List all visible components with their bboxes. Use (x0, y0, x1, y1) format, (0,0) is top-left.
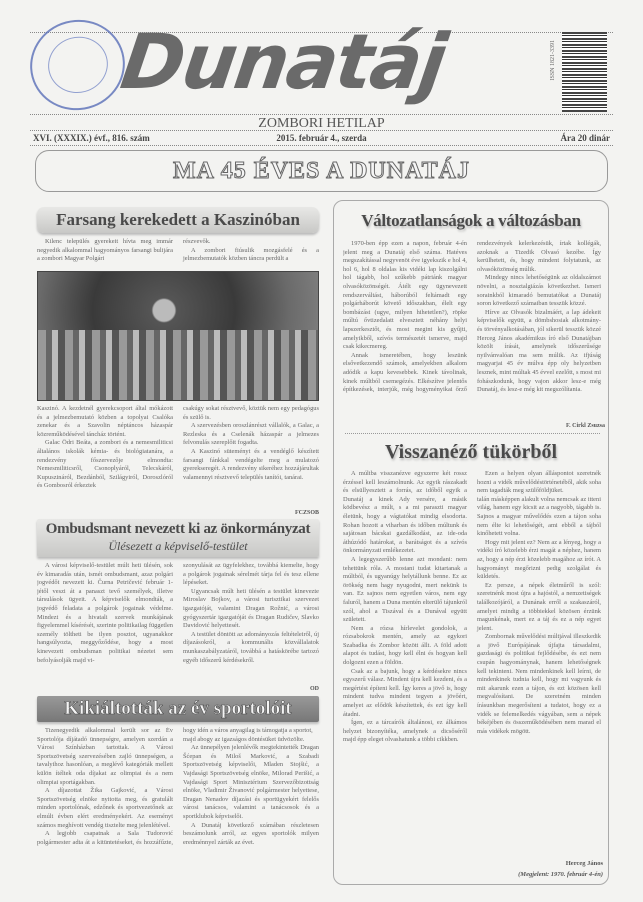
article-sport-body (37, 727, 319, 899)
divider (345, 433, 600, 434)
paragraph: A városi képviselő-testület múlt heti ülésén, sok év kimaradás után, ismét ombudsmant, azaz polgári jogvédőt nevezett ki. Čurna Petričević február 1-jétől veszi át a panaszt tevő személyek, illetve társulások ügyeit. A képviselők elmondták, a jogvédő feladata a polgárok jogainak védelme. Mindezt és a hivatali szervek munkájának figyelemmel kísérését, szerinte politikailag független személy töltheti be ilyen posztot, ugyanakkor hangsúlyozta, meggyőződése, hogy a most kinevezett ombudsman politikai nézetei sem befolyásolják majd vi- (37, 562, 173, 664)
paragraph: csakúgy sokat résztvevő, köztük nem egy pedagógus és szülő is. (183, 405, 319, 421)
paragraph: A legjobb csapatnak a Sala Tudorović polgármester adta át a kitüntetéseket, és hozzáfűzte, hogy idén a város anyagilag is támogatja a sportot, (37, 727, 313, 846)
paragraph: A múltba visszanézve egyszerre két rossz érzéssel kell leszámolnunk. Az egyik rászakadt és elsüllyesztett a forrás, az időből egyik a Dunatáj a kinek Ady versére, a másik ködbevész a múlt, s a mi paraszti magyar életünk, hogy a vágtatókat mindig elsodorta. Rohan hozott a viharban és időben múltunk és sajátosan bácskai gazdálkodást, az ide-oda áthúzódó határokat, a barátságot és a szívós önkormányzati emlékezetet. (343, 470, 467, 555)
headline: Ombudsmant nevezett ki az önkormányzat (45, 521, 311, 537)
headline-farsang: Farsang kerekedett a Kaszinóban (37, 207, 319, 233)
barcode-icon (562, 32, 607, 112)
paragraph: Kaszinó. A kezdetnél gyerekcsoport által mókázott és a jelmezbemutató közben a topolyai Csalóka zenekar és a Szavolin néptáncos házaspár közreműködésével táncház történt. (37, 405, 173, 438)
article-farsang-intro (37, 238, 319, 269)
paragraph: talán másképpen alakult volna nemcsak az itteni világ, hanem egy kicsit az a nagyobb, tágabb is. Sajnos a magyar művelődés ezen a tájon soha nem élte ki lehetőségét, ami ebből a tájból kinőhetett volna. (477, 495, 601, 538)
divider (30, 130, 613, 131)
paragraph: A szervezésben oroszlánrészt vállalók, a Galac, a Rezleska és a Cselenák házaspár a jelmezes felvonulás szereplőit fogadta. (183, 422, 319, 447)
paragraph: Ugyancsak múlt heti ülésén a testület kinevezte Miroslav Bojkov, a városi turisztikai szervezet igazgatóját, valamint Dragan Rožnić, a városi gyógyszertár igazgatóját és Dragan Rudičev, Slavko Davidović helyettesét. (183, 587, 319, 630)
paragraph: A legegyszerűbb lenne azt mondani: nem tehettünk róla. A mostani tudat kitartanak a múltból, és ugyanúgy helytállunk benne. Ez az örökség nem hagy nyugodni, mert nekünk is van. Ez sajnos nem egyetlen város, nem egy faluról, hanem a Duna mentén elterülő tájunkról szól, ahol a Tiszával és a Dunával együtt született. (343, 555, 467, 624)
publication-note: (Megjelent: 1970. február 4-én) (518, 871, 603, 878)
subheadline: Ülésezett a képviselő-testület (108, 539, 248, 553)
paragraph: majd abogy az igazságos döntésüket üdvözölte. (183, 735, 305, 743)
article-ombudsman-body (37, 562, 319, 683)
article-farsang-body (37, 405, 319, 508)
photo-carnival-children (37, 271, 319, 401)
issn: ISSN 1821-3391 (550, 40, 556, 81)
paragraph: Tizenegyedik alkalommal került sor az Év Sportolója díjátadó ünnepségre, amelyen szerdán a Városi Színházban tartottak. A Városi Sportszövetség szervezésében zajló ünnepségen, a tavalyihoz hasonlóan, a meglévő kategóriák mellett külön ítéltek oda díjakat az olimpiai és a nem olimpiai sportágakban. (37, 727, 173, 786)
paragraph: A díjazottat Žika Gajković, a Városi Sportszövetség elnöke nyitotta meg, és gratulált minden sportolónak, edzőnek és sportvezetőnek az elmúlt évben elért eredményekért. Az eseményt számos meghívott vendég tisztelte meg jelenlétével. (37, 787, 173, 829)
paragraph: Kilenc település gyerekeit hívta meg immár negyedik alkalommal hagyományos farsangi bulijára a zombori Magyar Polgári (37, 238, 173, 263)
paragraph: Galac Ödri Beáta, a zombori és a nemesmiliticsi általános iskolák kémia- és biológiatanára, a rendezvény főszervezője elmondta: Nemesmiliticsről, Csonoplyáról, Telecskáról, Kupuszináról, Bezdánból, Szilágyiról, Doroszlóról és Gombosról érkeztek (37, 439, 173, 490)
divider (30, 145, 613, 146)
paragraph: A Kaszinó süteményt és a vendéglő készített farsangi fánkkal vendégelte meg a mulatozó gyerekseregét. A rendezvény sikeréhez hozzájárultak valamennyi résztvevő település tanítói, tanárai. (183, 447, 319, 481)
byline: F. Cirkl Zsuzsa (566, 423, 605, 429)
headline-sport: Kikiáltották az év sportolóit (37, 696, 319, 722)
paragraph: Ígen, ez a tárcaírók általánosi, ez álkámos helyzet bizonyítéka, amelynek a dicsőséről majd épp eleget olvashatunk a többi cikkben. (343, 719, 467, 744)
byline: OD (310, 686, 319, 692)
paragraph: Annak ismeretében, hogy leszünk elsővetkezendő számok, amelyekben alkalom adódik a kapu kevesebbek. Kinek távolinak, kinek múltból csemegézés. Elkészítve jelentős építkezések, interjúk, még hogyményikai őrző rendezvények kelerkezésük, írtak kollégák, azoknak a Tizedik Olvasó kezébe. Így kerülhetett, és, hogy mindent folytatunk, az olvasóközönség múlik. (343, 240, 601, 394)
paragraph: Hírve az Olvasók bizalmáért, a lap ádekeit képviselők együtt, a dömbshosiak alkotmány- és törvényalkotásában, jól sikerül tesszük közzé Herceg János akadémikus író első Dunatájban közölt írását, amelynek időszerűsége nyilvánvalóan ma sem múlik. Az ifjúság magyarjai 45 év múlva épp oly helyzetben lesznek, mint múltak 45 évvel ezelőtt, s most mi fohászkodunk, hogy vajon akkor lesz-e még Dunatáj, és lesz-e még kit megszólítania. (477, 308, 601, 394)
paragraph: Csak az a bajunk, hogy a kérdésekre nincs egyszerű válasz. Mindent újra kell kezdeni, és a megértést építeni kell. Így keres a jövő is, hogy mindent tudva mindent tegyen a jövőért, amelyet az elődök készítettek, és ezt így kell átadni. (343, 667, 467, 718)
paragraph: szonyulását az ügyfelekhez, továbbá kiemelte, hogy a polgárok jogainak sérelmét tárja fel és tesz ellene lépéseket. (183, 562, 319, 587)
paragraph: részvevők. (183, 238, 211, 245)
paragraph: Ezen a helyen olyan álláspontot szeretnék hozni a vidék művelődéstörténetéből, akik soha nem tagadták meg szülőföldjüket. (477, 470, 601, 495)
paragraph: Mindegy nincs lehetőségünk az oldalszámot növelni, a nosztalgiázás következhet. Ismeri sorainkból kimaradó bemutatókat a Dunatáj soron következő számaiban tesszük közzé. (477, 274, 601, 308)
anniversary-banner (35, 150, 608, 192)
issue-number: XVI. (XXXIX.) évf., 816. szám (33, 133, 150, 143)
byline: FCZSOB (294, 510, 319, 516)
paragraph: A Dunatáj következő számában részletesen beszámolunk arról, az egyes sportolók milyen eredménnyel zárták az évet. (183, 821, 319, 846)
paragraph: Nem a rózsa hírlevelet gondolok, a rózsabokrok mentén, amely az egykori Szabadka és Zombor között állt. A föld adott alapot és tudást, hogy kell élni és hogyan kell dolgozni ezen a földön. (343, 624, 467, 667)
banner-text: MA 45 ÉVES A DUNATÁJ (173, 157, 470, 184)
paragraph: Hogy mit jelent ez? Nem az a lényeg, hogy a vidéki író közelebb érzi magát a néphez, hanem az, hogy a nép érzi közelebb magához az írót. A hagyományt megőrizni pedig szolgálat és küldetés. (477, 538, 601, 581)
paragraph: A zombori fiúsulik mozgásfelé és a jelmezbemutatók közben táncra perdült a (183, 246, 319, 263)
headline-ombudsman (37, 519, 319, 557)
newspaper-logo: Dunatáj (115, 17, 451, 106)
issue-date: 2015. február 4., szerda (276, 133, 367, 143)
author-signature: Herceg János (565, 860, 603, 867)
divider (30, 114, 613, 115)
paragraph: A testület döntött az adományozás feltételeiről, új díjazásokról, a kommunális közvállalatok munkaszabályzatáról, továbbá a hatáskörébe tartozó egyéb időszerű kérdésekről. (183, 630, 319, 664)
paragraph: 1970-ben épp ezen a napon, február 4-én jelent meg a Dunatáj első száma. Hatéves megszakítással negyvenöt éve igyekszik e hol 4, hol 6, hol 8 oldalas kis vidéki lap kiszolgálni hol tágabb, hol szűkebb pátriánk magyar olvasóközönségét. Átélt egy ügynevezett rendszerváltást, háborúból feltámadt egy polgárháborút követő időszakban, élelt egy bombázást (ugye, milyen hihetetlen?), röpke múltú ővtizedalatt elvesztett néhány helyi lapszerkesztőt, és most megint kis gyűjti, amelyikből, szívós természetét ismerve, majd csak kikecmereg. (343, 240, 467, 351)
headline-valtozatlansagok: Változatlanságok a változásban (361, 211, 581, 230)
headline-visszanezo: Visszanéző tükörből (384, 441, 558, 463)
paragraph: Az ünnepélyen jelenlévők megtekintették Dragan Šćepan és Miloš Marković, a Szabadi Sportszövetség képviselői, Mladen Stojšić, a Vajdasági Sportszövetség elnöke, Milorad Perišić, a Vajdasági Sport Minisztérium Szervezőbizottság elnöke, Vladimir Živanović polgármester helyettese, Dragan Nenadov díjazási és sportügyekért felelős városi tanácsos, valamint a tanácsosok és a sportklubok képviselői. (183, 744, 319, 820)
paragraph: Ez persze, a népek életműről is szól: szeretnénk most újra a hajóstól, a nemzetiségek találkozójáról, a Dunának erről a szakaszáról, amelyet mindig a többiekkel közösen érzünk magunkénak, mert ez a táj és ez a nép egyet jelent. (477, 581, 601, 632)
article-visszanezo-body (343, 470, 601, 857)
article-valtozatlansagok-body (343, 240, 601, 420)
paragraph: Zombornak művelődési múltjával illeszkedik a jövő Európájának újfajta társadalmi, gazdasági és politikai fejlődésébe, és ezt nem csupán hagyománynak, hanem lehetőségnek kell tekinteni. Nem mindenkinek kell leírni, de mindenkinek tudnia kell, hogy mi vagyunk és mit akarunk ezen a tájon, és ezt közösen kell megvalósítani. De szeretném minden írásunkban megerősíteni a tudatot, hogy ez a vidék se felemelkedés vágyában, sem a népek békéjében és összeműködésében nem marad el más vidékek mögött. (477, 633, 601, 735)
newspaper-subtitle: ZOMBORI HETILAP (258, 116, 385, 131)
price: Ára 20 dinár (560, 133, 610, 143)
